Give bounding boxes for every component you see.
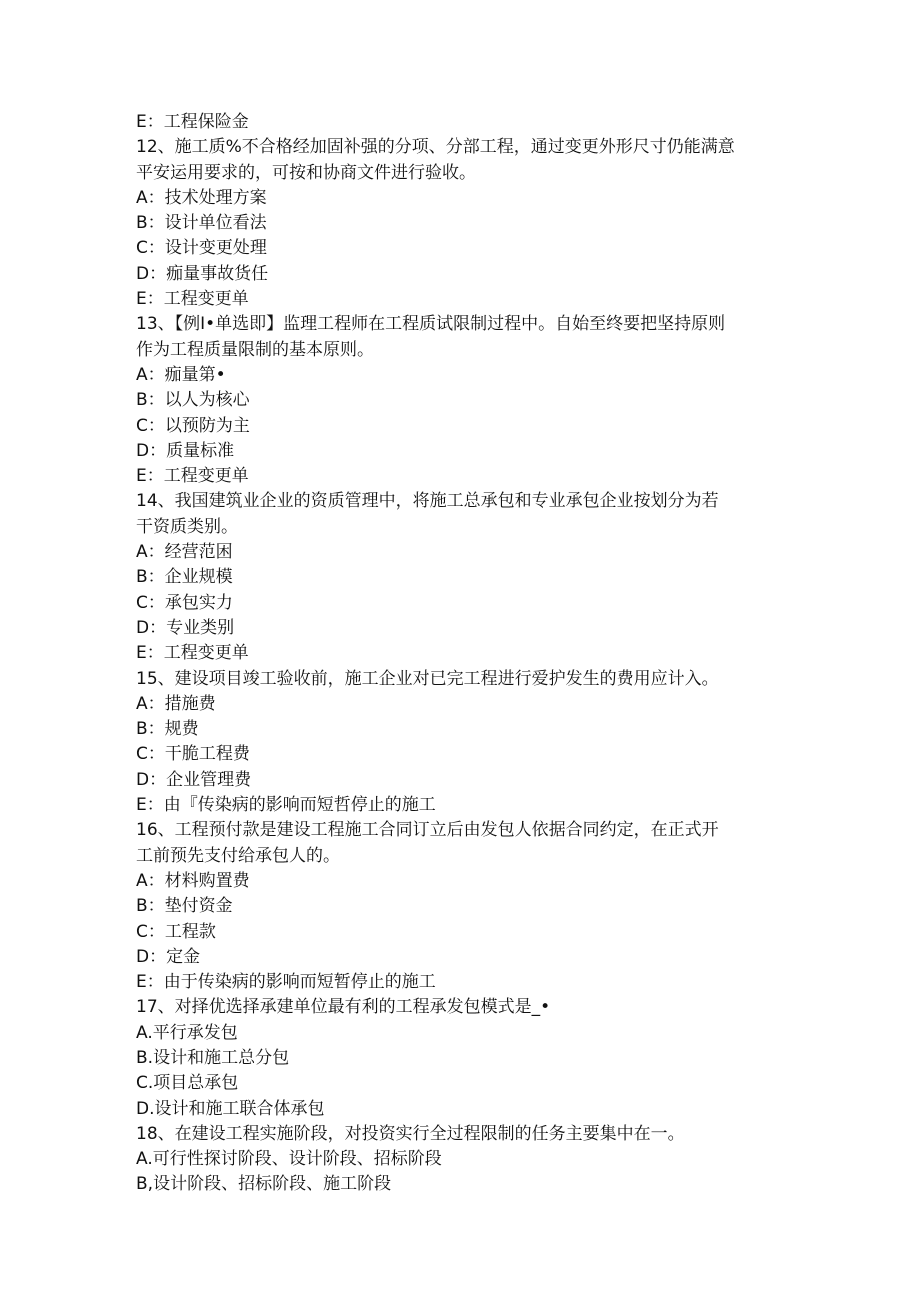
question-line: 13、【例I•单选即】监理工程师在工程质试限制过程中。自始至终要把坚持原则: [136, 314, 726, 335]
option-line: E：由『传染病的影响而短哲停止的施工: [136, 795, 436, 816]
option-line: A.可行性探讨阶段、设计阶段、招标阶段: [136, 1149, 442, 1170]
option-line: D：专业类别: [136, 617, 235, 638]
option-line: B,设计阶段、招标阶段、施工阶段: [136, 1174, 392, 1195]
question-line: 16、工程预付款是建设工程施工合同订立后由发包人依据合同约定，在正式开: [136, 820, 719, 841]
question-line: 12、施工质%不合格经加固补强的分项、分部工程，通过变更外形尺寸仍能满意: [136, 137, 735, 158]
question-line: 17、对择优选择承建单位最有利的工程承发包模式是_•: [136, 997, 551, 1018]
option-line: C：承包实力: [136, 592, 233, 613]
option-line: E：工程变更单: [136, 466, 249, 487]
question-line: 作为工程质量限制的基本原则。: [136, 339, 374, 360]
option-line: A：材料购置费: [136, 870, 250, 891]
option-line: A：痂量第•: [136, 364, 226, 385]
document-page: [136, 110, 796, 1198]
question-line: 14、我国建筑业企业的资质管理中，将施工总承包和专业承包企业按划分为若: [136, 491, 719, 512]
option-line: C：设计变更处理: [136, 238, 267, 259]
option-line: D：定金: [136, 946, 201, 967]
question-line: 15、建设项目竣工验收前，施工企业对已完工程进行爱护发生的费用应计入。: [136, 668, 719, 689]
question-line: 平安运用要求的，可按和协商文件进行验收。: [136, 162, 476, 183]
question-line: 干资质类别。: [136, 516, 238, 537]
option-line: E：工程变更单: [136, 289, 249, 310]
option-line: A：技术处理方案: [136, 187, 267, 208]
option-line: B：垫付资金: [136, 896, 233, 917]
option-line: C：干脆工程费: [136, 744, 250, 765]
question-line: 18、在建设工程实施阶段，对投资实行全过程限制的任务主要集中在一。: [136, 1123, 685, 1144]
option-line: C.项目总承包: [136, 1073, 239, 1094]
option-line: D.设计和施工联合体承包: [136, 1098, 325, 1119]
option-line: B：规费: [136, 719, 199, 740]
option-line: E：由于传染病的影响而短暂停止的施工: [136, 972, 436, 993]
option-line: B：以人为核心: [136, 390, 250, 411]
option-line: B.设计和施工总分包: [136, 1047, 290, 1068]
option-line: A：经营范困: [136, 542, 233, 563]
option-line: E：工程保险金: [136, 112, 249, 132]
option-line: B：设计单位看法: [136, 213, 267, 234]
option-line: D：痂量事故货任: [136, 263, 269, 284]
option-line: A.平行承发包: [136, 1022, 238, 1043]
option-line: D：质量标准: [136, 440, 235, 461]
option-line: C：工程款: [136, 921, 216, 942]
option-line: D：企业管理费: [136, 769, 252, 790]
option-line: B：企业规模: [136, 567, 233, 588]
option-line: A：措施费: [136, 693, 216, 714]
option-line: C：以预防为主: [136, 415, 250, 436]
question-line: 工前预先支付给承包人的。: [136, 845, 340, 866]
option-line: E：工程变更单: [136, 643, 249, 664]
